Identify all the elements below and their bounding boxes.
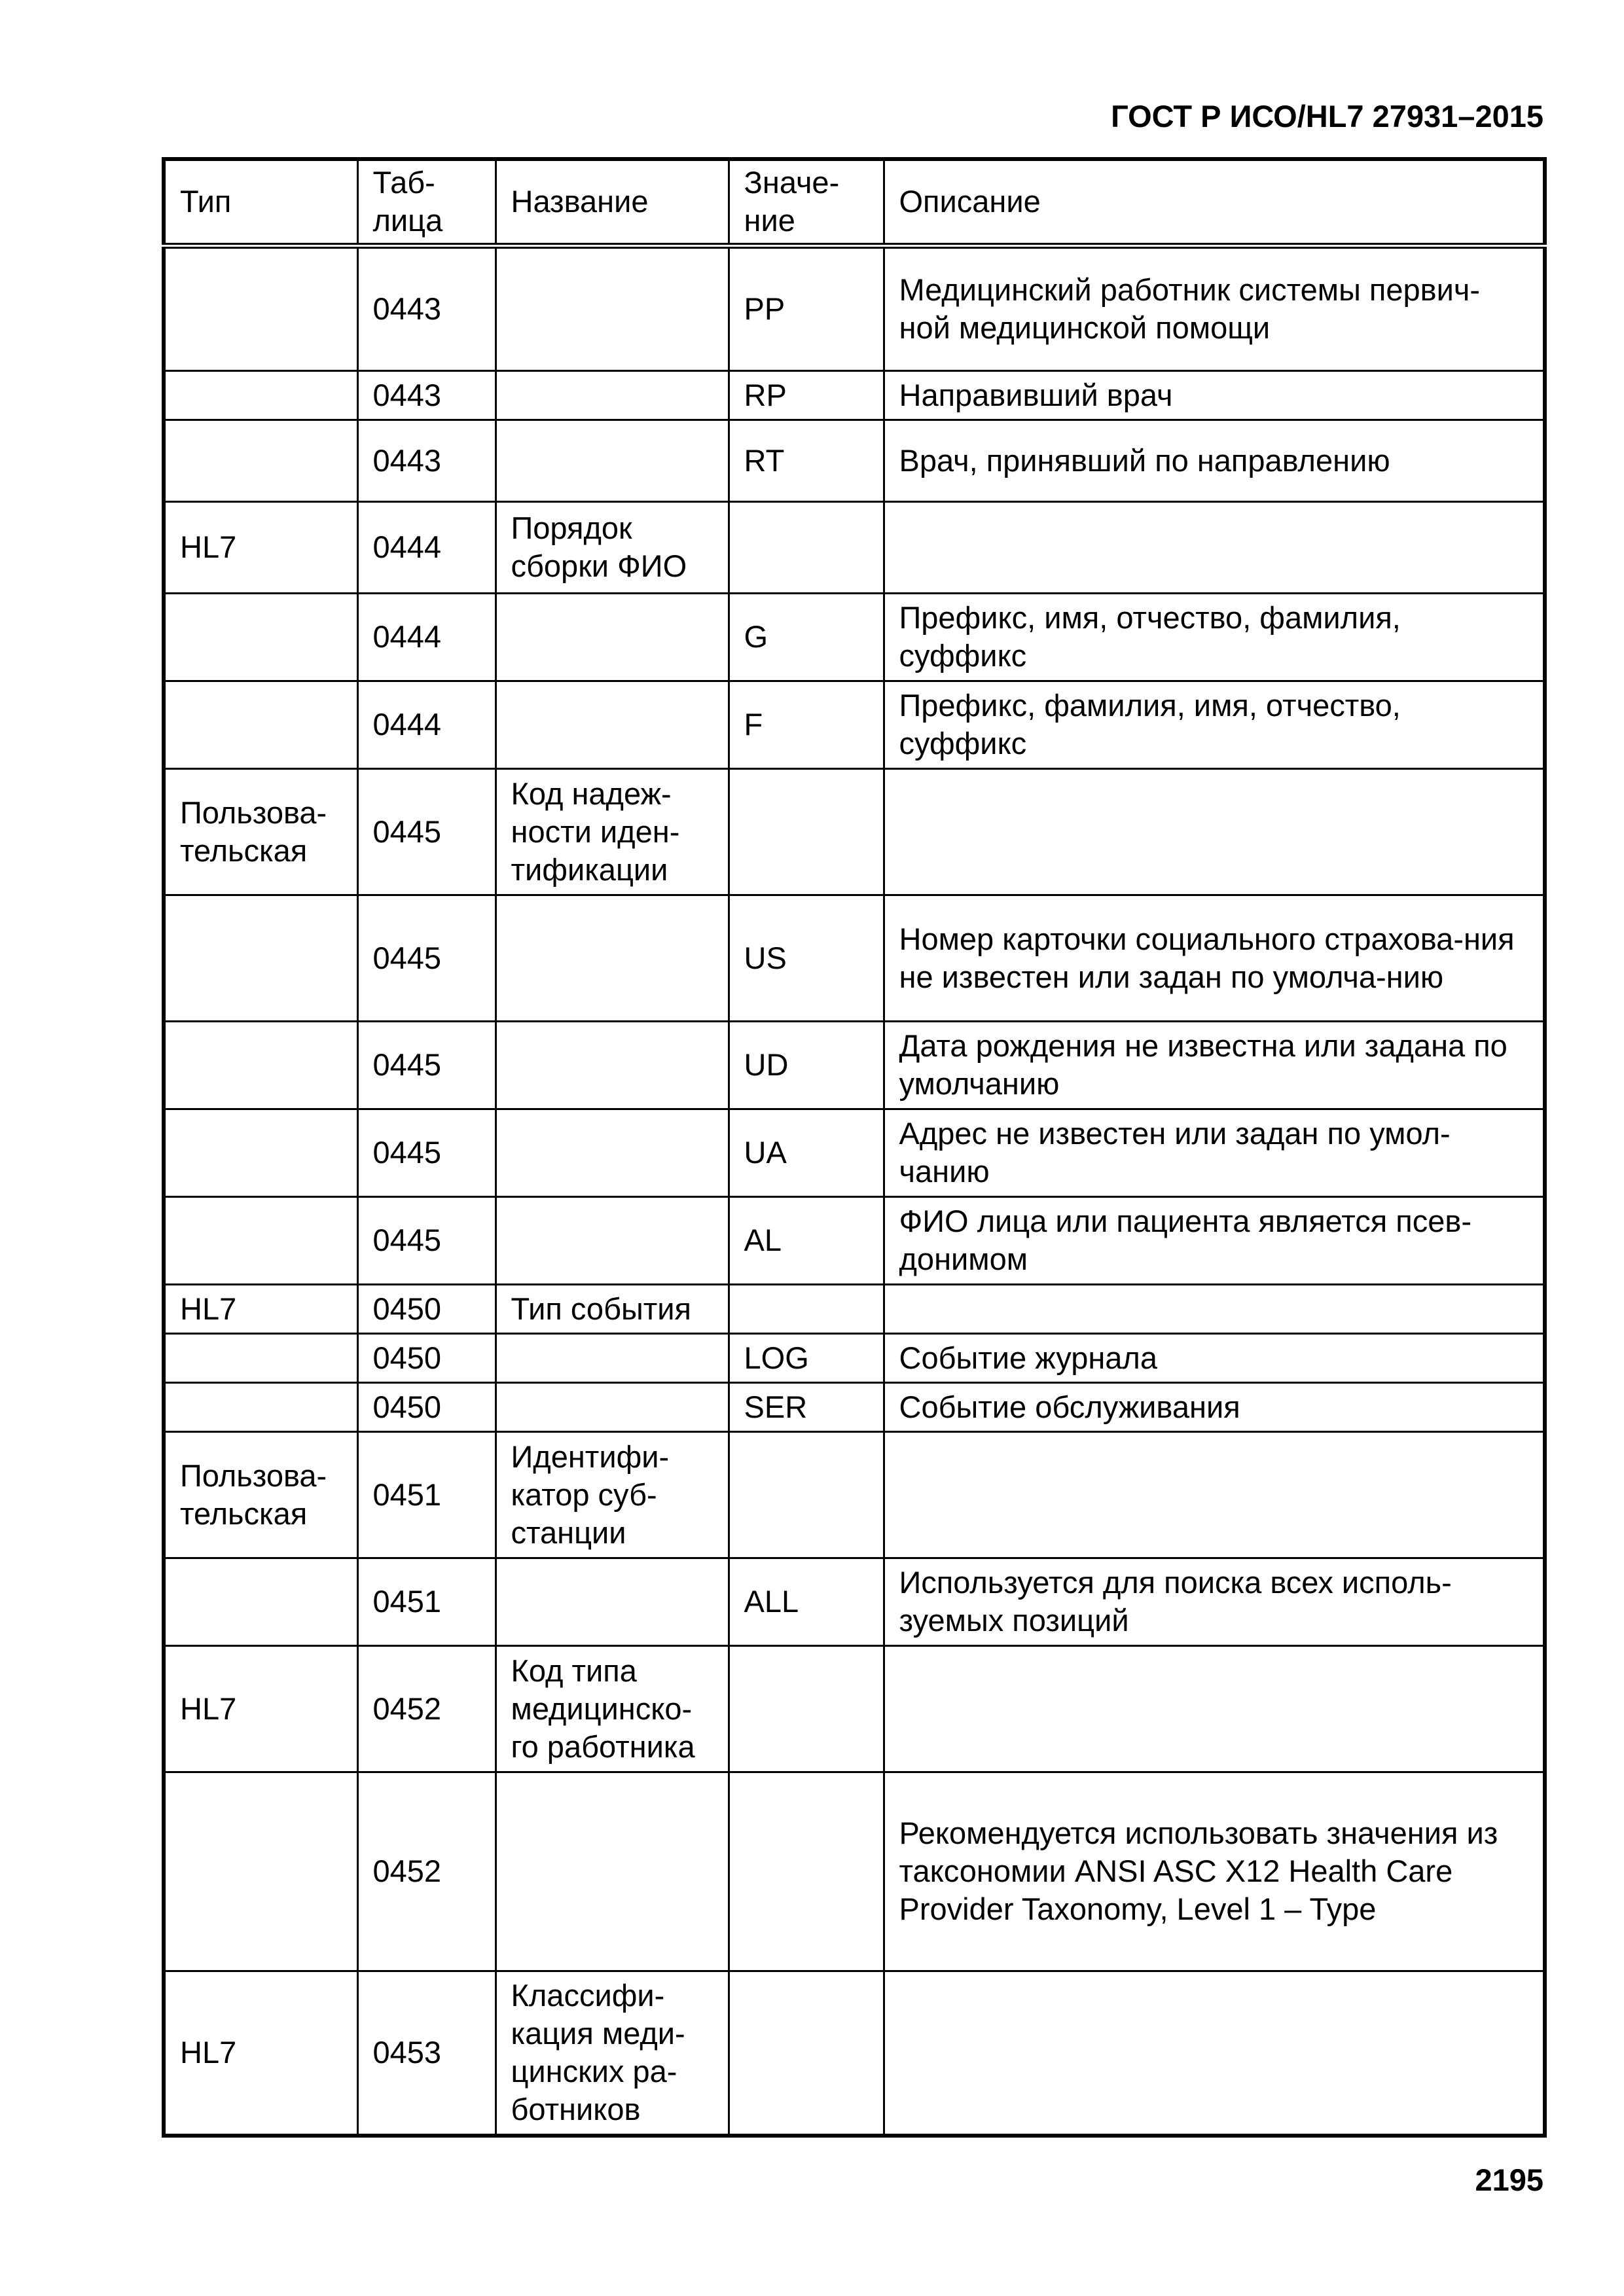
cell-description: Рекомендуется использовать значения из таксономии ANSI ASC X12 Health Care Provider Taxonomy, Level 1 – Type — [884, 1772, 1545, 1971]
table-row — [164, 1109, 1545, 1196]
cell-type: HL7 — [164, 501, 357, 593]
cell-name: Идентифи-катор суб-станции — [496, 1431, 729, 1558]
cell-description: Номер карточки социального страхова-ния не известен или задан по умолча-нию — [884, 895, 1545, 1021]
cell-value: ALL — [729, 1558, 884, 1645]
cell-description — [884, 1645, 1545, 1772]
cell-value — [729, 501, 884, 593]
cell-type — [164, 681, 357, 768]
table-row — [164, 1382, 1545, 1431]
cell-table: 0443 — [357, 370, 496, 420]
cell-type — [164, 420, 357, 501]
cell-description — [884, 1971, 1545, 2136]
cell-table: 0445 — [357, 895, 496, 1021]
cell-value: AL — [729, 1196, 884, 1284]
cell-name — [496, 370, 729, 420]
cell-name — [496, 681, 729, 768]
header-table: Таб-лица — [357, 159, 496, 245]
table-row — [164, 768, 1545, 895]
table-row — [164, 681, 1545, 768]
cell-value — [729, 768, 884, 895]
cell-name — [496, 1109, 729, 1196]
cell-name: Тип события — [496, 1284, 729, 1333]
cell-name: Порядок сборки ФИО — [496, 501, 729, 593]
cell-value — [729, 1284, 884, 1333]
cell-name — [496, 1333, 729, 1382]
table-row — [164, 1021, 1545, 1109]
table-row — [164, 1284, 1545, 1333]
cell-name: Классифи-кация меди-цинских ра-ботников — [496, 1971, 729, 2136]
header-name: Название — [496, 159, 729, 245]
cell-description — [884, 768, 1545, 895]
page-number: 2195 — [1475, 2162, 1543, 2197]
cell-description: Префикс, имя, отчество, фамилия, суффикс — [884, 593, 1545, 681]
cell-name: Код типа медицинско-го работника — [496, 1645, 729, 1772]
table-row — [164, 501, 1545, 593]
header-type: Тип — [164, 159, 357, 245]
cell-value: PP — [729, 245, 884, 370]
cell-value: SER — [729, 1382, 884, 1431]
cell-value: RT — [729, 420, 884, 501]
cell-description — [884, 1284, 1545, 1333]
cell-type — [164, 593, 357, 681]
cell-table: 0451 — [357, 1558, 496, 1645]
cell-type: HL7 — [164, 1971, 357, 2136]
code-table — [162, 157, 1547, 2138]
table-row — [164, 1971, 1545, 2136]
table-row — [164, 1431, 1545, 1558]
cell-table: 0451 — [357, 1431, 496, 1558]
cell-name — [496, 1558, 729, 1645]
cell-name — [496, 420, 729, 501]
table-row — [164, 593, 1545, 681]
header-value: Значе-ние — [729, 159, 884, 245]
cell-value: US — [729, 895, 884, 1021]
cell-type — [164, 245, 357, 370]
table-row — [164, 1196, 1545, 1284]
cell-value — [729, 1645, 884, 1772]
cell-table: 0443 — [357, 245, 496, 370]
cell-description — [884, 501, 1545, 593]
cell-description: Врач, принявший по направлению — [884, 420, 1545, 501]
cell-type: Пользова-тельская — [164, 768, 357, 895]
cell-value — [729, 1772, 884, 1971]
table-row — [164, 895, 1545, 1021]
cell-table: 0453 — [357, 1971, 496, 2136]
cell-description — [884, 1431, 1545, 1558]
cell-value: UD — [729, 1021, 884, 1109]
cell-description: Событие журнала — [884, 1333, 1545, 1382]
header-description: Описание — [884, 159, 1545, 245]
cell-table: 0450 — [357, 1333, 496, 1382]
cell-value — [729, 1431, 884, 1558]
cell-type: HL7 — [164, 1645, 357, 1772]
cell-name — [496, 1772, 729, 1971]
cell-type: Пользова-тельская — [164, 1431, 357, 1558]
cell-description: Адрес не известен или задан по умол-чанию — [884, 1109, 1545, 1196]
table-row — [164, 420, 1545, 501]
cell-table: 0443 — [357, 420, 496, 501]
cell-description: Используется для поиска всех исполь-зуемых позиций — [884, 1558, 1545, 1645]
cell-type — [164, 895, 357, 1021]
cell-type — [164, 1196, 357, 1284]
document-code-header: ГОСТ Р ИСО/HL7 27931–2015 — [1111, 99, 1543, 134]
cell-table: 0445 — [357, 768, 496, 895]
table-row — [164, 1772, 1545, 1971]
cell-description: Направивший врач — [884, 370, 1545, 420]
cell-table: 0445 — [357, 1109, 496, 1196]
cell-name — [496, 1021, 729, 1109]
cell-table: 0445 — [357, 1196, 496, 1284]
cell-type — [164, 1021, 357, 1109]
cell-description: Префикс, фамилия, имя, отчество, суффикс — [884, 681, 1545, 768]
cell-table: 0450 — [357, 1284, 496, 1333]
table-row — [164, 1645, 1545, 1772]
cell-value: LOG — [729, 1333, 884, 1382]
cell-type — [164, 1109, 357, 1196]
cell-name — [496, 895, 729, 1021]
table-row — [164, 245, 1545, 370]
cell-type — [164, 1558, 357, 1645]
cell-table: 0450 — [357, 1382, 496, 1431]
cell-name — [496, 593, 729, 681]
cell-name — [496, 1382, 729, 1431]
cell-type — [164, 1772, 357, 1971]
cell-table: 0445 — [357, 1021, 496, 1109]
cell-table: 0452 — [357, 1645, 496, 1772]
cell-table: 0452 — [357, 1772, 496, 1971]
cell-name: Код надеж-ности иден-тификации — [496, 768, 729, 895]
cell-value — [729, 1971, 884, 2136]
cell-type — [164, 370, 357, 420]
cell-type — [164, 1333, 357, 1382]
table-row — [164, 1333, 1545, 1382]
cell-type: HL7 — [164, 1284, 357, 1333]
cell-name — [496, 1196, 729, 1284]
cell-table: 0444 — [357, 501, 496, 593]
cell-value: G — [729, 593, 884, 681]
cell-value: RP — [729, 370, 884, 420]
table-row — [164, 1558, 1545, 1645]
table-row — [164, 370, 1545, 420]
cell-table: 0444 — [357, 593, 496, 681]
cell-description: Дата рождения не известна или задана по умолчанию — [884, 1021, 1545, 1109]
cell-name — [496, 245, 729, 370]
cell-type — [164, 1382, 357, 1431]
cell-description: Медицинский работник системы первич-ной медицинской помощи — [884, 245, 1545, 370]
cell-value: F — [729, 681, 884, 768]
cell-table: 0444 — [357, 681, 496, 768]
cell-description: ФИО лица или пациента является псев-донимом — [884, 1196, 1545, 1284]
cell-description: Событие обслуживания — [884, 1382, 1545, 1431]
cell-value: UA — [729, 1109, 884, 1196]
table-header-row — [164, 159, 1545, 245]
